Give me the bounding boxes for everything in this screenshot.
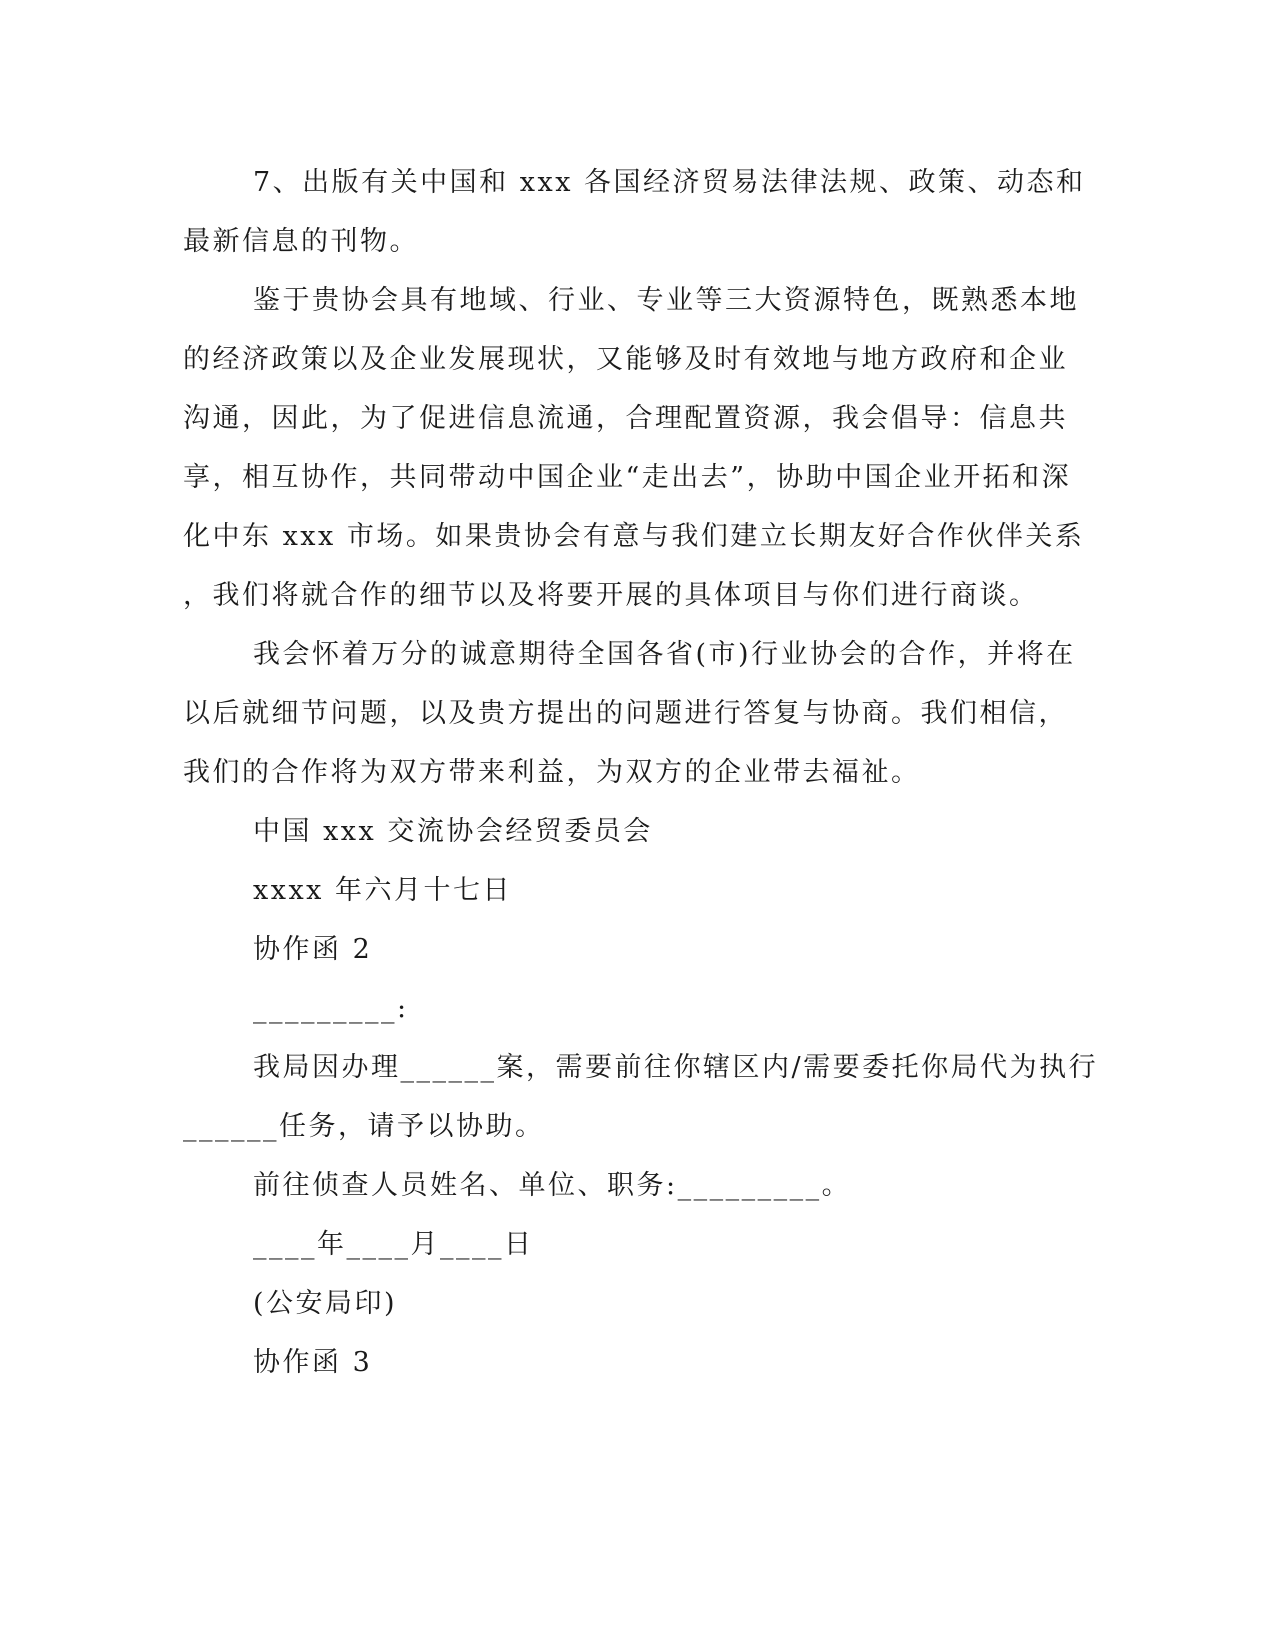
section-heading-2: 协作函 2 [253, 934, 373, 965]
text-line-9: 我会怀着万分的诚意期待全国各省(市)行业协会的合作，并将在 [253, 639, 1076, 670]
date-blank: ____年____月____日 [253, 1229, 534, 1260]
text-line-8: ，我们将就合作的细节以及将要开展的具体项目与你们进行商谈。 [183, 580, 1039, 611]
text-line-4: 的经济政策以及企业发展现状，又能够及时有效地与地方政府和企业 [183, 344, 1068, 375]
text-line-3: 鉴于贵协会具有地域、行业、专业等三大资源特色，既熟悉本地 [253, 285, 1079, 316]
investigator-info: 前往侦查人员姓名、单位、职务:_________。 [253, 1170, 852, 1201]
section-heading-3: 协作函 3 [253, 1347, 373, 1378]
text-line-17: ______任务，请予以协助。 [183, 1111, 545, 1142]
text-line-6: 享，相互协作，共同带动中国企业“走出去”，协助中国企业开拓和深 [183, 462, 1072, 493]
seal-note: (公安局印) [253, 1288, 398, 1319]
document-body [183, 153, 1099, 1392]
signature-org: 中国 xxx 交流协会经贸委员会 [253, 816, 653, 847]
text-line-2: 最新信息的刊物。 [183, 226, 419, 257]
text-line-16: 我局因办理______案，需要前往你辖区内/需要委托你局代为执行 [253, 1052, 1099, 1083]
text-line-5: 沟通，因此，为了促进信息流通，合理配置资源，我会倡导：信息共 [183, 403, 1068, 434]
text-line-1: 7、出版有关中国和 xxx 各国经济贸易法律法规、政策、动态和 [253, 167, 1086, 198]
text-line-7: 化中东 xxx 市场。如果贵协会有意与我们建立长期友好合作伙伴关系 [183, 521, 1085, 552]
signature-date: xxxx 年六月十七日 [253, 875, 512, 906]
text-line-11: 我们的合作将为双方带来利益，为双方的企业带去福祉。 [183, 757, 921, 788]
text-line-10: 以后就细节问题，以及贵方提出的问题进行答复与协商。我们相信， [183, 698, 1068, 729]
addressee-blank: _________: [253, 993, 409, 1024]
